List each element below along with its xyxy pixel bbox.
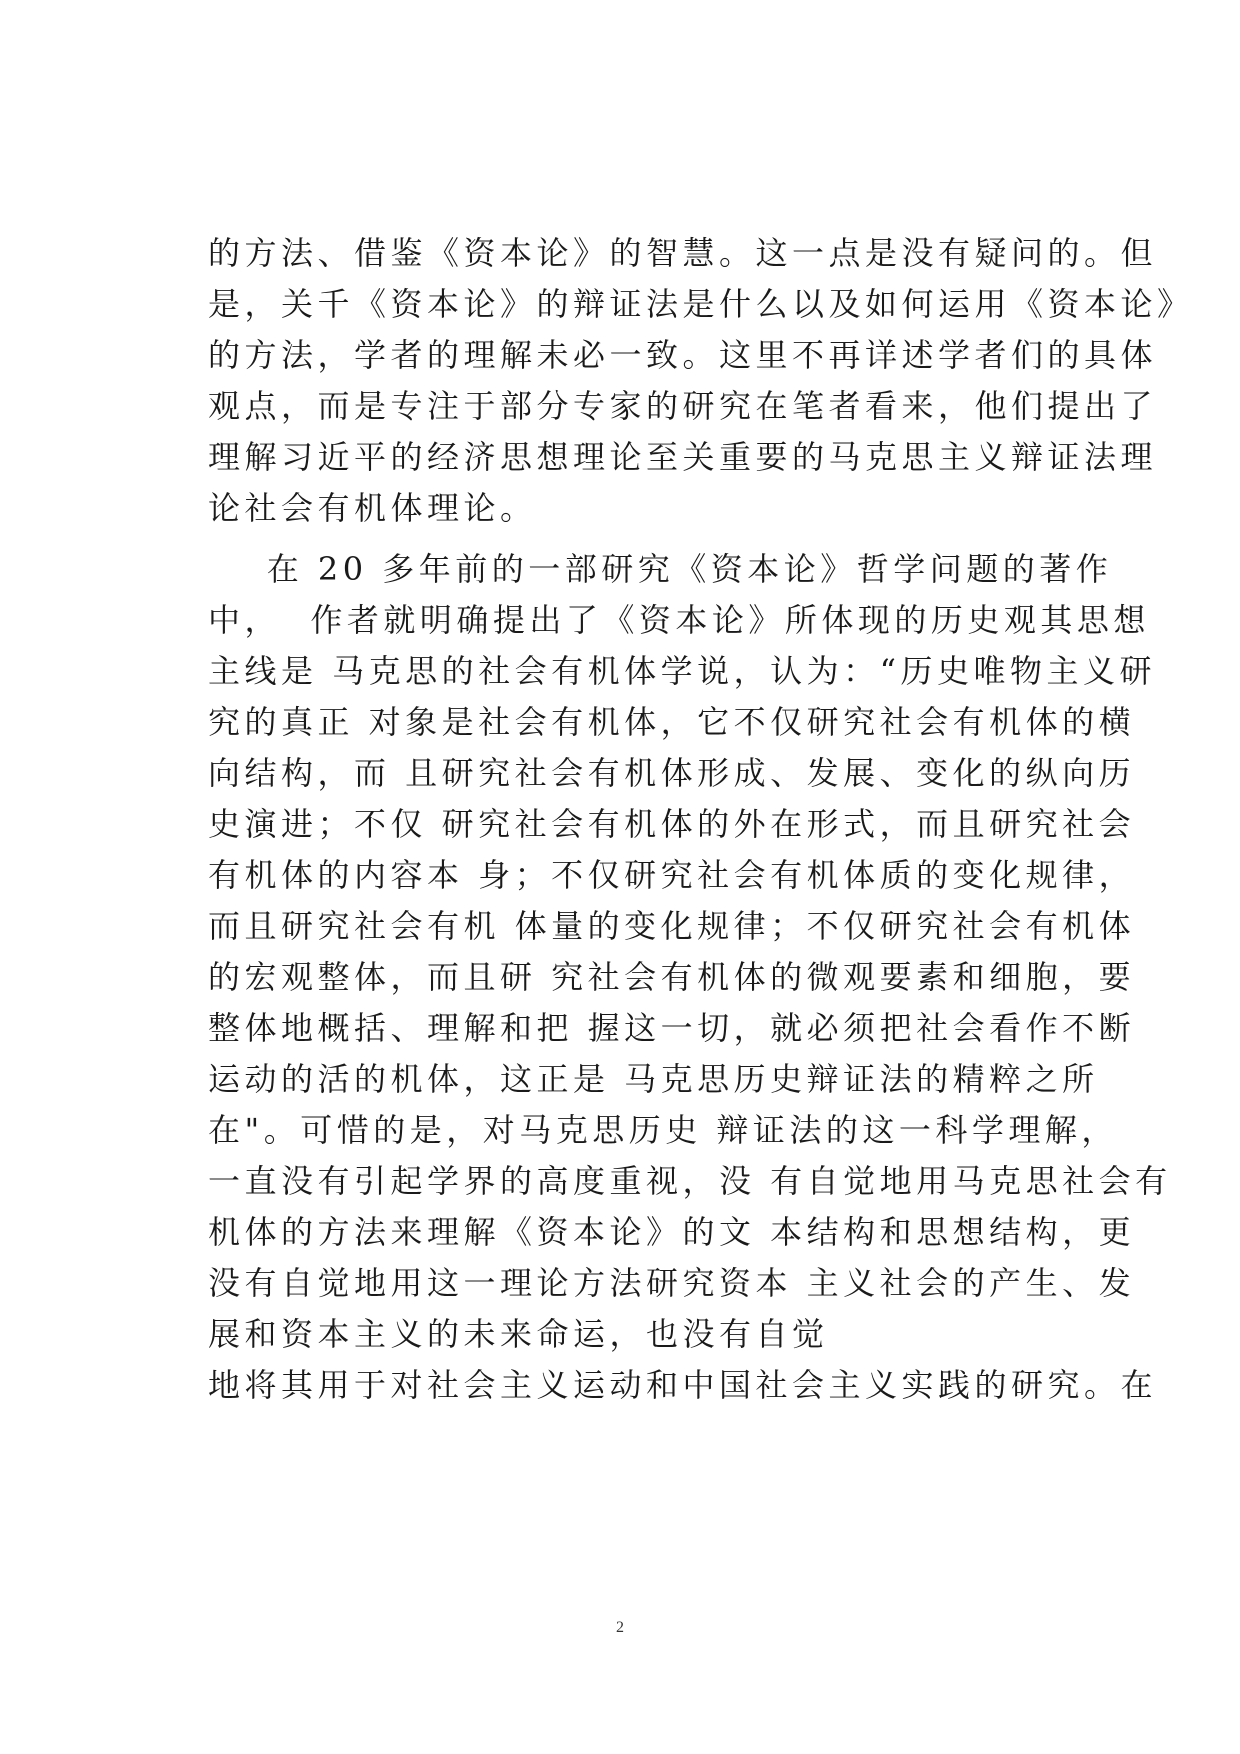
text-line: 展和资本主义的未来命运，也没有自觉: [208, 1315, 829, 1353]
text-line: 观点，而是专注于部分专家的研究在笔者看来，他们提出了: [208, 387, 1158, 425]
text-line: 理解习近平的经济思想理论至关重要的马克思主义辩证法理: [208, 438, 1158, 476]
text-line: 中， 作者就明确提出了《资本论》所体现的历史观其思想: [208, 601, 1150, 639]
text-line: 运动的活的机体，这正是 马克思历史辩证法的精粹之所: [208, 1060, 1099, 1098]
text-line: 的方法，学者的理解未必一致。这里不再详述学者们的具体: [208, 336, 1158, 374]
text-line: 向结构，而 且研究社会有机体形成、发展、变化的纵向历: [208, 754, 1136, 792]
page-number: 2: [616, 1619, 624, 1636]
text-line: 在"。可惜的是，对马克思历史 辩证法的这一科学理解，: [208, 1111, 1118, 1149]
paragraph-1: [208, 228, 1194, 534]
paragraph-2: [208, 544, 1172, 1411]
text-line: 主线是 马克思的社会有机体学说，认为：“历史唯物主义研: [208, 652, 1157, 690]
body-text: [208, 228, 1194, 1411]
text-line: 一直没有引起学界的高度重视，没 有自觉地用马克思社会有: [208, 1162, 1172, 1200]
text-line: 的方法、借鉴《资本论》的智慧。这一点是没有疑问的。但: [208, 234, 1158, 272]
text-line: 论社会有机体理论。: [208, 489, 537, 527]
text-line: 的宏观整体，而且研 究社会有机体的微观要素和细胞，要: [208, 958, 1136, 996]
text-line: 在 20 多年前的一部研究《资本论》哲学问题的著作: [208, 550, 1113, 588]
paragraph-spacing: [208, 534, 1078, 544]
text-line: 地将其用于对社会主义运动和中国社会主义实践的研究。在: [208, 1366, 1158, 1404]
text-line: 有机体的内容本 身；不仅研究社会有机体质的变化规律，: [208, 856, 1136, 894]
text-line: 究的真正 对象是社会有机体，它不仅研究社会有机体的横: [208, 703, 1136, 741]
text-line: 没有自觉地用这一理论方法研究资本 主义社会的产生、发: [208, 1264, 1136, 1302]
text-line: 机体的方法来理解《资本论》的文 本结构和思想结构，更: [208, 1213, 1136, 1251]
text-line: 整体地概括、理解和把 握这一切，就必须把社会看作不断: [208, 1009, 1136, 1047]
text-line: 是，关千《资本论》的辩证法是什么以及如何运用《资本论》: [208, 285, 1194, 323]
text-line: 而且研究社会有机 体量的变化规律；不仅研究社会有机体: [208, 907, 1136, 945]
text-line: 史演进；不仅 研究社会有机体的外在形式，而且研究社会: [208, 805, 1136, 843]
